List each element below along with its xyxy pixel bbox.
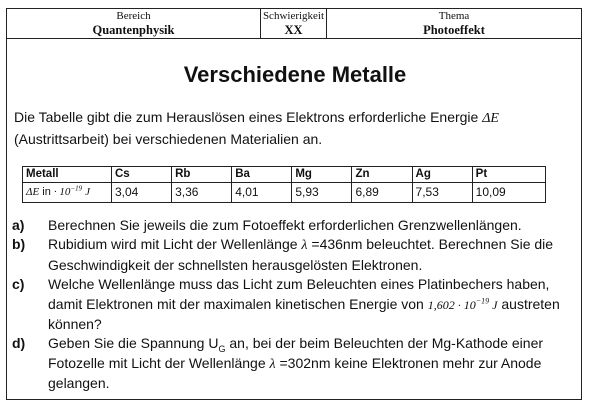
task-b-text-2: =436nm beleuchtet. Berechnen Sie die Geschwindigkeit der schnellsten herausgelösten Elektronen. <box>48 236 554 273</box>
table-row-label <box>23 183 112 203</box>
task-d-text <box>48 334 576 393</box>
value-cs: 3,04 <box>112 183 172 203</box>
task-d-label: d) <box>12 335 26 352</box>
task-b-text-1: Rubidium wird mit Licht der Wellenlänge <box>48 236 302 253</box>
value-mg: 5,93 <box>292 183 352 203</box>
metals-table <box>22 166 546 203</box>
intro-paragraph <box>14 107 576 149</box>
row-power: · 10 <box>53 186 71 198</box>
task-c-text-1: Welche Wellenlänge muss das Licht zum Beleuchten eines Platinbechers haben, damit Elektronen mit der maximalen kinetischen Energie von <box>48 276 550 312</box>
schwierigkeit-value: XX <box>284 22 303 37</box>
table-header-label: Metall <box>23 167 112 183</box>
task-d <box>12 334 576 393</box>
row-exponent: −19 <box>70 184 83 193</box>
metal-mg: Mg <box>292 167 352 183</box>
task-a <box>12 216 576 235</box>
thema-value: Photoeffekt <box>423 22 485 37</box>
intro-text-2: (Austrittsarbeit) bei verschiedenen Materialien an. <box>14 131 323 147</box>
header-table <box>7 9 581 39</box>
metal-zn: Zn <box>352 167 412 183</box>
metal-ag: Ag <box>412 167 472 183</box>
task-c <box>12 275 576 334</box>
task-c-text-2: austreten können? <box>48 295 560 333</box>
metal-cs: Cs <box>112 167 172 183</box>
table-value-row <box>23 183 546 203</box>
task-c-exponent: −19 <box>475 295 490 305</box>
metal-pt: Pt <box>472 167 545 183</box>
value-rb: 3,36 <box>172 183 232 203</box>
value-pt: 10,09 <box>472 183 545 203</box>
task-c-energy: 1,602 · 10 <box>427 297 476 312</box>
row-unit-j: J <box>85 186 91 198</box>
header-schwierigkeit <box>260 9 326 38</box>
row-delta-e: ΔE <box>26 186 40 198</box>
task-d-text-3: =302nm keine Elektronen mehr zur Anode gelangen. <box>48 354 542 392</box>
table-header-row <box>23 167 546 183</box>
task-a-text: Berechnen Sie jeweils die zum Fotoeffekt erforderlichen Grenzwellenlängen. <box>48 217 522 233</box>
task-b <box>12 235 576 275</box>
thema-label: Thema <box>438 10 470 22</box>
row-in: in <box>42 186 51 198</box>
delta-e-symbol: ΔE <box>482 111 499 126</box>
intro-text-1: Die Tabelle gibt die zum Herauslösen eines Elektrons erforderliche Energie <box>14 109 483 125</box>
value-ag: 7,53 <box>412 183 472 203</box>
task-d-subscript: G <box>218 344 226 355</box>
task-list <box>12 216 576 394</box>
task-d-text-2: an, bei der beim Beleuchten der Mg-Kathode einer Fotozelle mit Licht der Wellenlänge <box>48 335 544 371</box>
bereich-value: Quantenphysik <box>92 22 175 37</box>
task-a-label: a) <box>12 217 25 233</box>
task-b-label: b) <box>12 236 26 253</box>
task-b-text <box>48 235 576 275</box>
bereich-label: Bereich <box>116 10 151 22</box>
task-c-unit: J <box>489 297 498 312</box>
value-ba: 4,01 <box>232 183 292 203</box>
task-d-lambda: λ <box>269 356 276 372</box>
task-b-lambda: λ <box>301 238 308 254</box>
task-c-text <box>48 275 576 334</box>
task-d-text-1: Geben Sie die Spannung U <box>48 335 219 352</box>
metal-ba: Ba <box>232 167 292 183</box>
header-bereich <box>7 9 260 38</box>
schwierigkeit-label: Schwierigkeit <box>262 10 325 22</box>
metal-rb: Rb <box>172 167 232 183</box>
task-c-label: c) <box>12 276 25 293</box>
value-zn: 6,89 <box>352 183 412 203</box>
page-title: Verschiedene Metalle <box>183 62 407 87</box>
header-thema <box>326 9 581 38</box>
